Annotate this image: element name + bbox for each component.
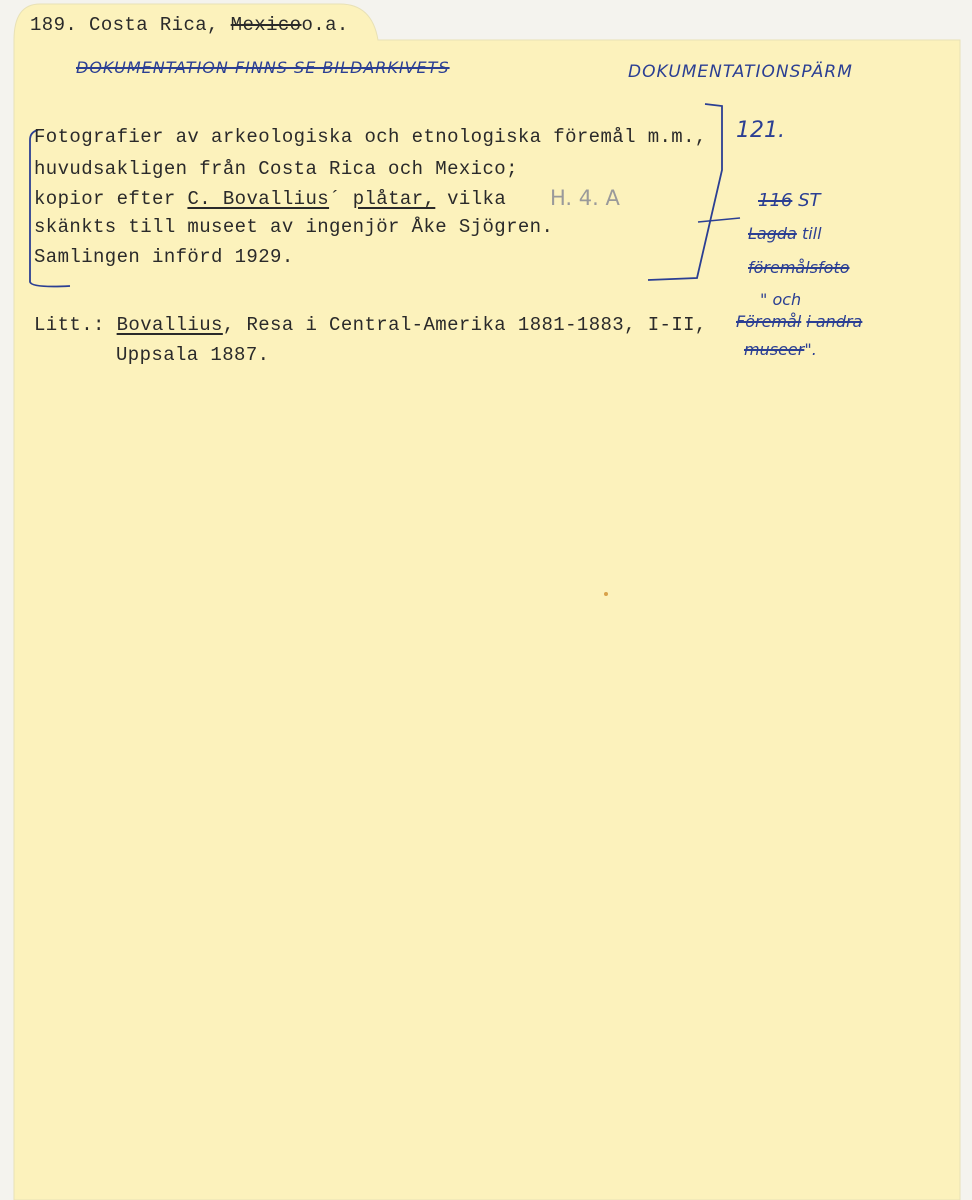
literature-label: Litt.: bbox=[34, 314, 105, 336]
description-line-3: kopior efter C. Bovallius´ plåtar, vilka bbox=[34, 188, 507, 210]
margin-note-3: föremålsfoto bbox=[748, 258, 850, 277]
margin-note-5: Föremål i andra bbox=[736, 312, 863, 331]
handwritten-note: DOKUMENTATIONSPÄRM bbox=[628, 62, 853, 82]
margin-note-2: Lagda till bbox=[748, 224, 822, 243]
handwritten-struck-note: DOKUMENTATION FINNS SE BILDARKIVETS bbox=[76, 58, 450, 77]
literature-line-2: Uppsala 1887. bbox=[116, 344, 270, 366]
paper-speck bbox=[604, 592, 608, 596]
description-line-5: Samlingen införd 1929. bbox=[34, 246, 294, 268]
card-place: Costa Rica, bbox=[89, 14, 219, 36]
margin-note-4: " och bbox=[760, 290, 802, 309]
margin-count: 121. bbox=[736, 118, 785, 143]
card-number: 189. bbox=[30, 14, 78, 36]
literature-author: Bovallius bbox=[116, 314, 223, 336]
literature-line-1: Litt.: Bovallius, Resa i Central-Amerika 1881-1883, I-II, bbox=[34, 314, 707, 336]
card-place-extra: o.a. bbox=[301, 14, 349, 36]
photographer-name: C. Bovallius bbox=[187, 188, 330, 210]
description-line-1: Fotografier av arkeologiska och etnologiska föremål m.m., bbox=[34, 126, 707, 148]
card-header bbox=[30, 14, 349, 36]
description-line-4: skänkts till museet av ingenjör Åke Sjögren. bbox=[34, 216, 554, 238]
margin-note-1: 116 ST bbox=[758, 190, 821, 211]
plates-word: plåtar, bbox=[352, 188, 436, 210]
margin-note-6: museer". bbox=[744, 340, 817, 359]
description-line-2: huvudsakligen från Costa Rica och Mexico; bbox=[34, 158, 518, 180]
pencil-mark: H. 4. A bbox=[550, 186, 620, 210]
card-place-struck: Mexico bbox=[230, 14, 302, 36]
